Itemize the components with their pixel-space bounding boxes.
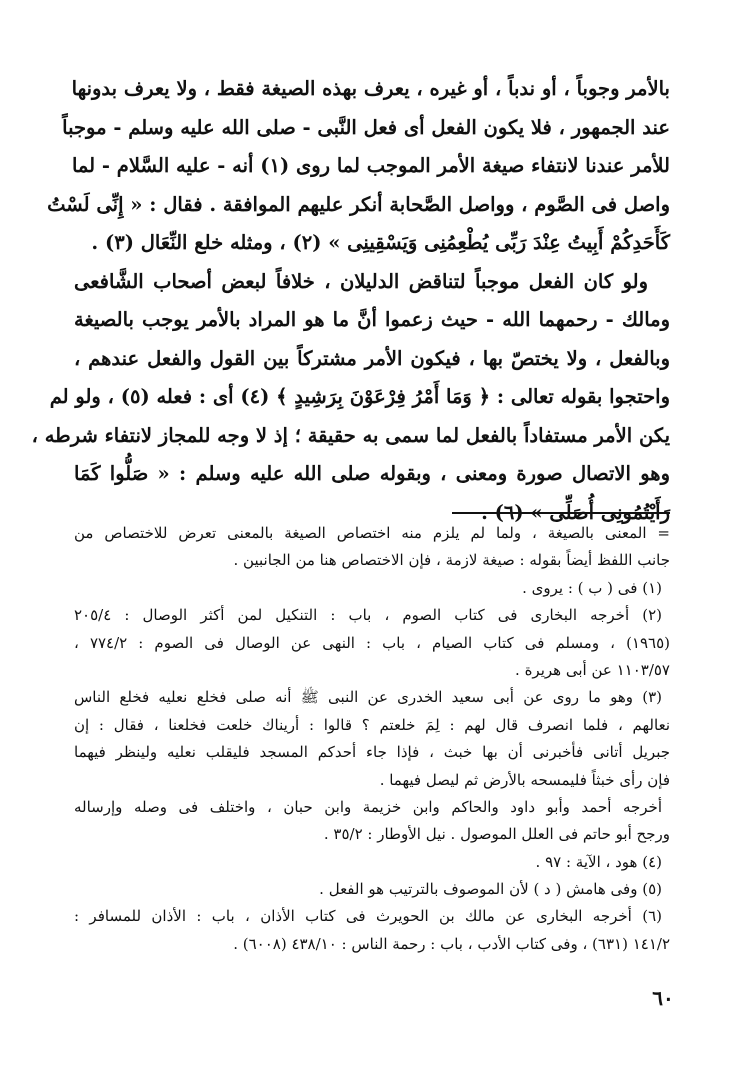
footnote-line: ١٤١/٢ (٦٣١) ، وفى كتاب الأدب ، باب : رحمة الناس : ٤٣٨/١٠ (٦٠٠٨) . — [233, 934, 670, 953]
main-text-line: ومالك - رحمهما الله - حيث زعموا أنَّ ما هو المراد بالأمر يوجب بالصيغة — [74, 308, 670, 331]
footnote-line: ١١٠٣/٥٧ عن أبى هريرة . — [515, 660, 670, 679]
main-text-line: بالأمر وجوباً ، أو ندباً ، أو غيره ، يعرف بهذه الصيغة فقط ، ولا يعرف بدونها — [71, 77, 670, 100]
footnote-separator — [452, 512, 670, 514]
main-text-line: رَأَيْتُمُونِى أُصَلِّى » (٦) . — [481, 500, 670, 524]
footnote-line: (٢) أخرجه البخارى فى كتاب الصوم ، باب : التنكيل لمن أكثر الوصال : ٢٠٥/٤ — [74, 606, 662, 625]
footnote-line: (١) فى ( ب ) : يروى . — [522, 578, 662, 597]
footnote-line: جبريل أتانى فأخبرنى أن بها خبث ، فإذا جاء أحدكم المسجد فليقلب نعليه ولينظر فيهما — [74, 743, 670, 762]
footnote-line: (١٩٦٥) ، ومسلم فى كتاب الصيام ، باب : النهى عن الوصال فى الصوم : ٧٧٤/٢ ، — [74, 633, 671, 652]
footnote-line: جانب اللفظ أيضاً بقوله : صيغة لازمة ، فإن الاختصاص هنا من الجانبين . — [233, 551, 670, 570]
page-number: ٦٠ — [652, 986, 674, 1010]
main-text-line: عند الجمهور ، فلا يكون الفعل أى فعل النَّبى - صلى الله عليه وسلم - موجباً — [62, 115, 670, 139]
main-text-line: وبالفعل ، ولا يختصّ بها ، فيكون الأمر مشتركاً بين القول والفعل عندهم ، — [74, 346, 670, 370]
footnote-line: فإن رأى خبثاً فليمسحه بالأرض ثم ليصل فيهما . — [379, 770, 670, 789]
footnotes — [74, 520, 670, 958]
footnote-line: (٣) وهو ما روى عن أبى سعيد الخدرى عن النبى ﷺ أنه صلى فخلع نعليه فخلع الناس — [74, 688, 662, 707]
main-text-line: وهو الاتصال صورة ومعنى ، وبقوله صلى الله عليه وسلم : « صَلُّوا كَمَا — [74, 462, 670, 485]
main-text-line: للأمر عندنا لانتفاء صيغة الأمر الموجب لما روى (١) أنه - عليه السَّلام - لما — [71, 154, 670, 177]
footnote-line: (٦) أخرجه البخارى عن مالك بن الحويرث فى كتاب الأذان ، باب : الأذان للمسافر : — [74, 907, 662, 926]
footnote-line: = المعنى بالصيغة ، ولما لم يلزم منه اختصاص الصيغة بالمعنى تعرض للاختصاص من — [74, 524, 670, 542]
main-text-line: واحتجوا بقوله تعالى : ﴿ وَمَا أَمْرُ فِرْعَوْنَ بِرَشِيدٍ ﴾ (٤) أى : فعله (٥) ، ولو لم — [49, 385, 670, 408]
footnote-line: ورجح أبو حاتم فى العلل الموصول . نيل الأوطار : ٣٥/٢ . — [323, 825, 670, 844]
footnote-line: أخرجه أحمد وأبو داود والحاكم وابن خزيمة وابن حبان ، واختلف فى وصله وإرساله — [74, 797, 662, 816]
main-text-line: ولو كان الفعل موجباً لتناقض الدليلان ، خلافاً لبعض أصحاب الشَّافعى — [74, 269, 648, 293]
footnote-line: نعالهم ، فلما انصرف قال لهم : لِمَ خلعتم ؟ قالوا : أريناك خلعت فخلعنا ، فقال : إن — [74, 715, 670, 734]
main-text-line: واصل فى الصَّوم ، وواصل الصَّحابة أنكر عليهم الموافقة . فقال : « إِنِّى لَسْتُ — [47, 192, 670, 216]
main-text-line: يكن الأمر مستفاداً بالفعل لما سمى به حقيقة ؛ إذ لا وجه للمجاز لانتفاء شرطه ، — [31, 423, 670, 447]
main-text-line: كَأَحَدِكُمْ أَبِيتُ عِنْدَ رَبِّى يُطْعِمُنِى وَيَسْقِينِى » (٢) ، ومثله خلع النِّعَال (٣) . — [91, 231, 670, 254]
footnote-line: (٥) وفى هامش ( د ) لأن الموصوف بالترتيب هو الفعل . — [319, 880, 662, 899]
main-text — [31, 70, 670, 532]
footnote-line: (٤) هود ، الآية : ٩٧ . — [535, 852, 662, 871]
